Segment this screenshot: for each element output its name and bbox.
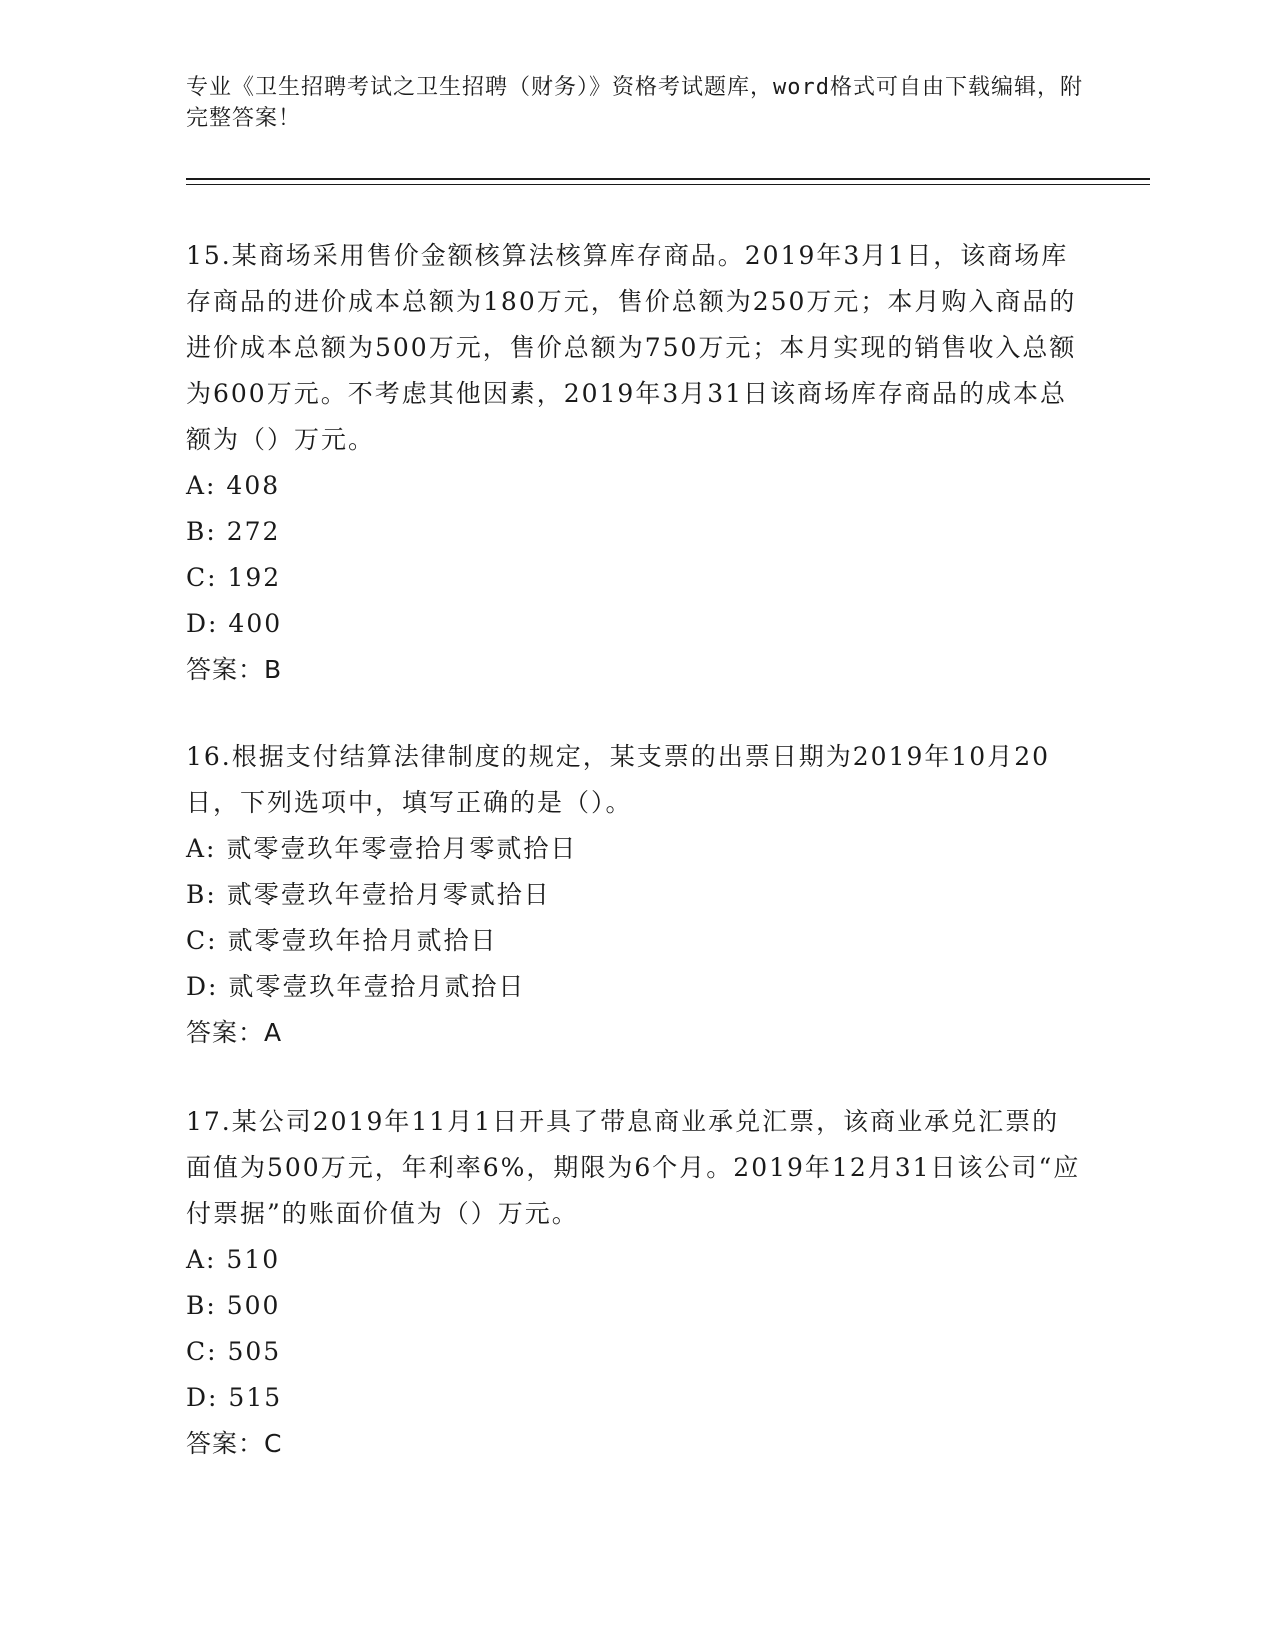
answer-line: 答案：A xyxy=(186,1018,283,1047)
question-stem: 17.某公司2019年11月1日开具了带息商业承兑汇票，该商业承兑汇票的面值为500万元，年利率6%，期限为6个月。2019年12月31日该公司“应付票据”的账面价值为（）万元。 xyxy=(186,1107,1081,1228)
option-d: D: 400 xyxy=(186,609,283,638)
question-15 xyxy=(186,233,1086,693)
document-header xyxy=(186,72,1086,134)
question-16 xyxy=(186,734,1086,1056)
option-c: C: 192 xyxy=(186,563,282,592)
question-stem: 16.根据支付结算法律制度的规定，某支票的出票日期为2019年10月20日，下列选项中，填写正确的是（）。 xyxy=(186,742,1051,817)
option-b: B: 272 xyxy=(186,517,281,546)
option-b: B: 贰零壹玖年壹拾月零贰拾日 xyxy=(186,880,551,909)
option-c: C: 505 xyxy=(186,1337,282,1366)
option-b: B: 500 xyxy=(186,1291,281,1320)
question-17 xyxy=(186,1099,1086,1467)
question-stem: 15.某商场采用售价金额核算法核算库存商品。2019年3月1日，该商场库存商品的进价成本总额为180万元，售价总额为250万元；本月购入商品的进价成本总额为500万元，售价总额为750万元；本月实现的销售收入总额为600万元。不考虑其他因素，2019年3月31日该商场库存商品的成本总额为（）万元。 xyxy=(186,241,1077,454)
option-d: D: 贰零壹玖年壹拾月贰拾日 xyxy=(186,972,526,1001)
answer-line: 答案：C xyxy=(186,1429,283,1458)
option-a: A: 408 xyxy=(186,471,281,500)
header-divider xyxy=(186,178,1150,185)
header-text: 专业《卫生招聘考试之卫生招聘（财务）》资格考试题库，word格式可自由下载编辑，附完整答案！ xyxy=(186,75,1083,131)
option-a: A: 510 xyxy=(186,1245,281,1274)
option-c: C: 贰零壹玖年拾月贰拾日 xyxy=(186,926,498,955)
option-a: A: 贰零壹玖年零壹拾月零贰拾日 xyxy=(186,834,578,863)
option-d: D: 515 xyxy=(186,1383,283,1412)
answer-line: 答案：B xyxy=(186,655,283,684)
